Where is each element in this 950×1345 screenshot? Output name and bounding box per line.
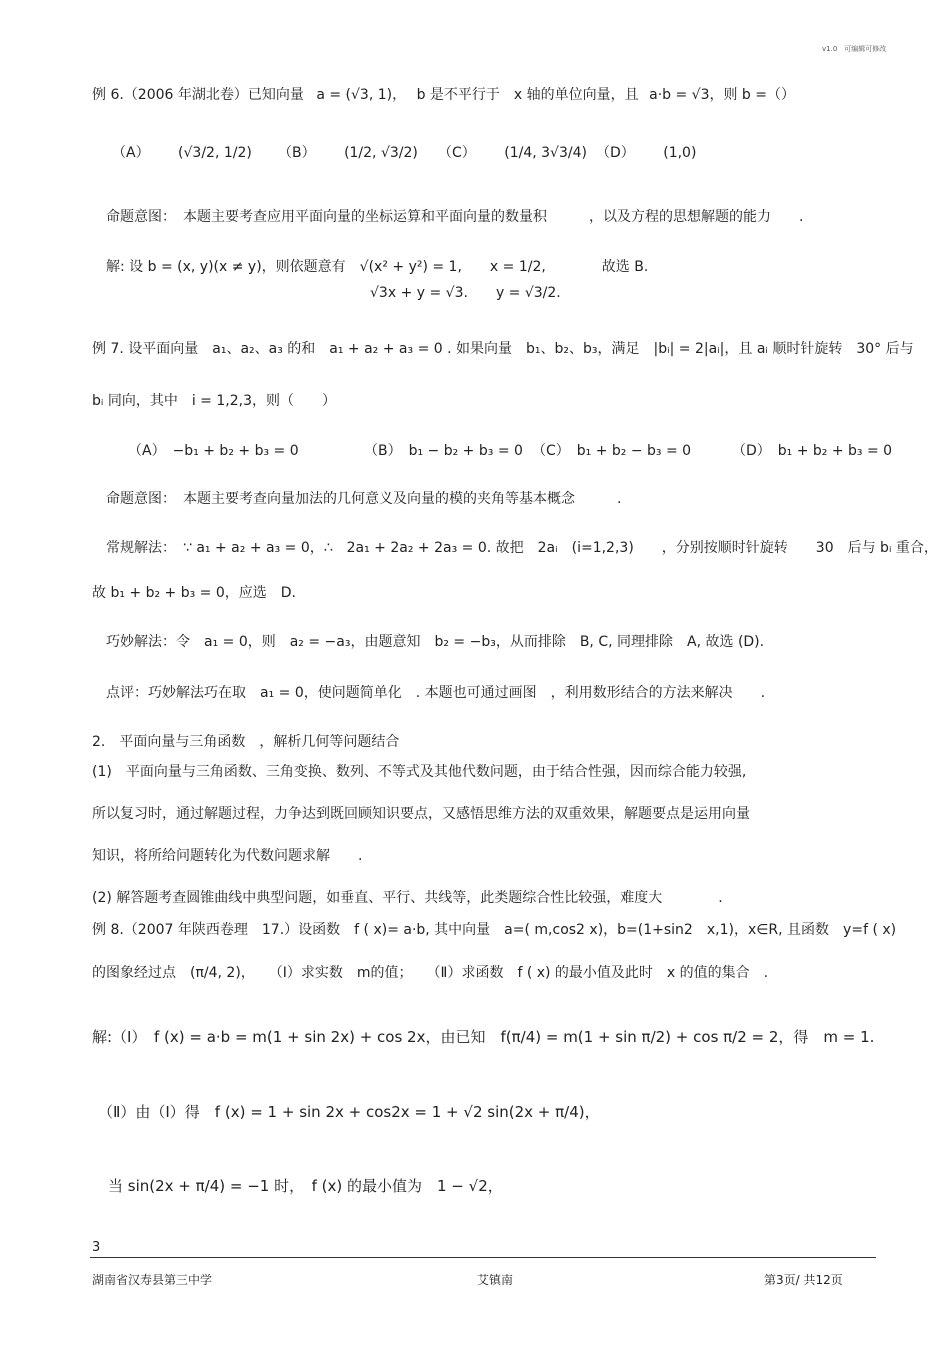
ex7-option-a: （A） −b₁ + b₂ + b₃ = 0	[128, 443, 299, 459]
ex7-normal-solution-line1: 常规解法： ∵ a₁ + a₂ + a₃ = 0，∴ 2a₁ + 2a₂ + 2a₃ = 0. 故把 2aᵢ (i=1,2,3) ，分别按顺时针旋转 30 后与 bᵢ 重合，	[106, 540, 938, 556]
option-label: （D）	[596, 145, 635, 161]
ex7-line1: 例 7. 设平面向量 a₁、a₂、a₃ 的和 a₁ + a₂ + a₃ = 0 . 如果向量 b₁、b₂、b₃，满足 |bᵢ| = 2|aᵢ|，且 aᵢ 顺时针旋转 30° 后与	[92, 341, 914, 357]
ex8-line1: 例 8.（2007 年陕西卷理 17.）设函数 f ( x)= a·b, 其中向量 a=( m,cos2 x)，b=(1+sin2 x,1)，x∈R, 且函数 y=f ( x)	[92, 922, 897, 938]
footer-author: 艾镇南	[477, 1273, 514, 1287]
option-value: (1,0)	[663, 145, 697, 161]
ex6-title	[92, 84, 795, 104]
ex6-dot-cond: a·b = √3，则 b =（）	[649, 87, 796, 103]
option-value: (1/4, 3√3/4)	[504, 145, 587, 161]
ex6-b-desc: b 是不平行于 x 轴的单位向量，且	[416, 87, 639, 103]
section2-paragraph4: (2) 解答题考查圆锥曲线中典型问题，如垂直、平行、共线等，此类题综合性比较强，难度大 .	[92, 890, 723, 906]
ex6-intent: 命题意图： 本题主要考查应用平面向量的坐标运算和平面向量的数量积 ，以及方程的思想解题的能力 .	[106, 209, 804, 225]
ex6-option-b	[278, 142, 418, 162]
ex6-a-def: a = (√3, 1)，	[316, 87, 407, 103]
ex8-solution-part1: 解:（Ⅰ） f (x) = a·b = m(1 + sin 2x) + cos 2x，由已知 f(π/4) = m(1 + sin π/2) + cos π/2 = 2，得 m = 1.	[92, 1028, 875, 1046]
option-label: （B）	[278, 145, 316, 161]
ex8-solution-part2: （Ⅱ）由（Ⅰ）得 f (x) = 1 + sin 2x + cos2x = 1 + √2 sin(2x + π/4)，	[98, 1103, 600, 1121]
option-label: （A）	[112, 145, 150, 161]
footer-school: 湖南省汉寿县第三中学	[92, 1273, 213, 1287]
section2-title: 2. 平面向量与三角函数 ，解析几何等问题结合	[92, 734, 400, 750]
ex8-line2: 的图象经过点 (π/4, 2)， （Ⅰ）求实数 m的值； （Ⅱ）求函数 f ( x) 的最小值及此时 x 的值的集合 .	[92, 965, 769, 981]
section2-paragraph1: (1) 平面向量与三角函数、三角变换、数列、不等式及其他代数问题，由于结合性强，因而综合能力较强,	[92, 764, 747, 780]
page-number: 3	[92, 1240, 101, 1255]
option-value: (1/2, √3/2)	[344, 145, 418, 161]
version-note: v1.0 可编辑可修改	[822, 45, 887, 53]
footer-page-info: 第3页/ 共12页	[764, 1273, 843, 1287]
ex7-intent: 命题意图： 本题主要考查向量加法的几何意义及向量的模的夹角等基本概念 .	[106, 491, 622, 507]
ex6-option-c	[438, 142, 587, 162]
option-value: (√3/2, 1/2)	[178, 145, 252, 161]
ex8-solution-part3: 当 sin(2x + π/4) = −1 时， f (x) 的最小值为 1 − √2，	[108, 1177, 503, 1195]
ex7-normal-solution-line2: 故 b₁ + b₂ + b₃ = 0，应选 D.	[92, 585, 296, 601]
ex6-solution-line2: √3x + y = √3. y = √3/2.	[370, 285, 561, 301]
ex7-option-b: （B） b₁ − b₂ + b₃ = 0	[364, 443, 523, 459]
ex7-clever-solution: 巧妙解法：令 a₁ = 0，则 a₂ = −a₃，由题意知 b₂ = −b₃，从而排除 B, C, 同理排除 A, 故选 (D).	[106, 634, 765, 650]
footer-rule	[90, 1257, 876, 1258]
ex6-option-a	[112, 142, 252, 162]
ex7-comment: 点评：巧妙解法巧在取 a₁ = 0，使问题简单化 . 本题也可通过画图 ，利用数形结合的方法来解决 .	[106, 685, 766, 701]
ex6-label: 例 6.（2006 年湖北卷）已知向量	[92, 87, 304, 103]
ex6-solution-line1: 解: 设 b = (x, y)(x ≠ y)，则依题意有 √(x² + y²) = 1, x = 1/2, 故选 B.	[106, 259, 649, 275]
ex7-option-c: （C） b₁ + b₂ − b₃ = 0	[532, 443, 692, 459]
option-label: （C）	[438, 145, 476, 161]
ex6-option-d	[596, 142, 696, 162]
ex7-option-d: （D） b₁ + b₂ + b₃ = 0	[732, 443, 893, 459]
ex7-line2: bᵢ 同向，其中 i = 1,2,3，则（ ）	[92, 393, 336, 409]
section2-paragraph2: 所以复习时，通过解题过程，力争达到既回顾知识要点，又感悟思维方法的双重效果，解题要点是运用向量	[92, 806, 750, 822]
section2-paragraph3: 知识，将所给问题转化为代数问题求解 .	[92, 848, 363, 864]
